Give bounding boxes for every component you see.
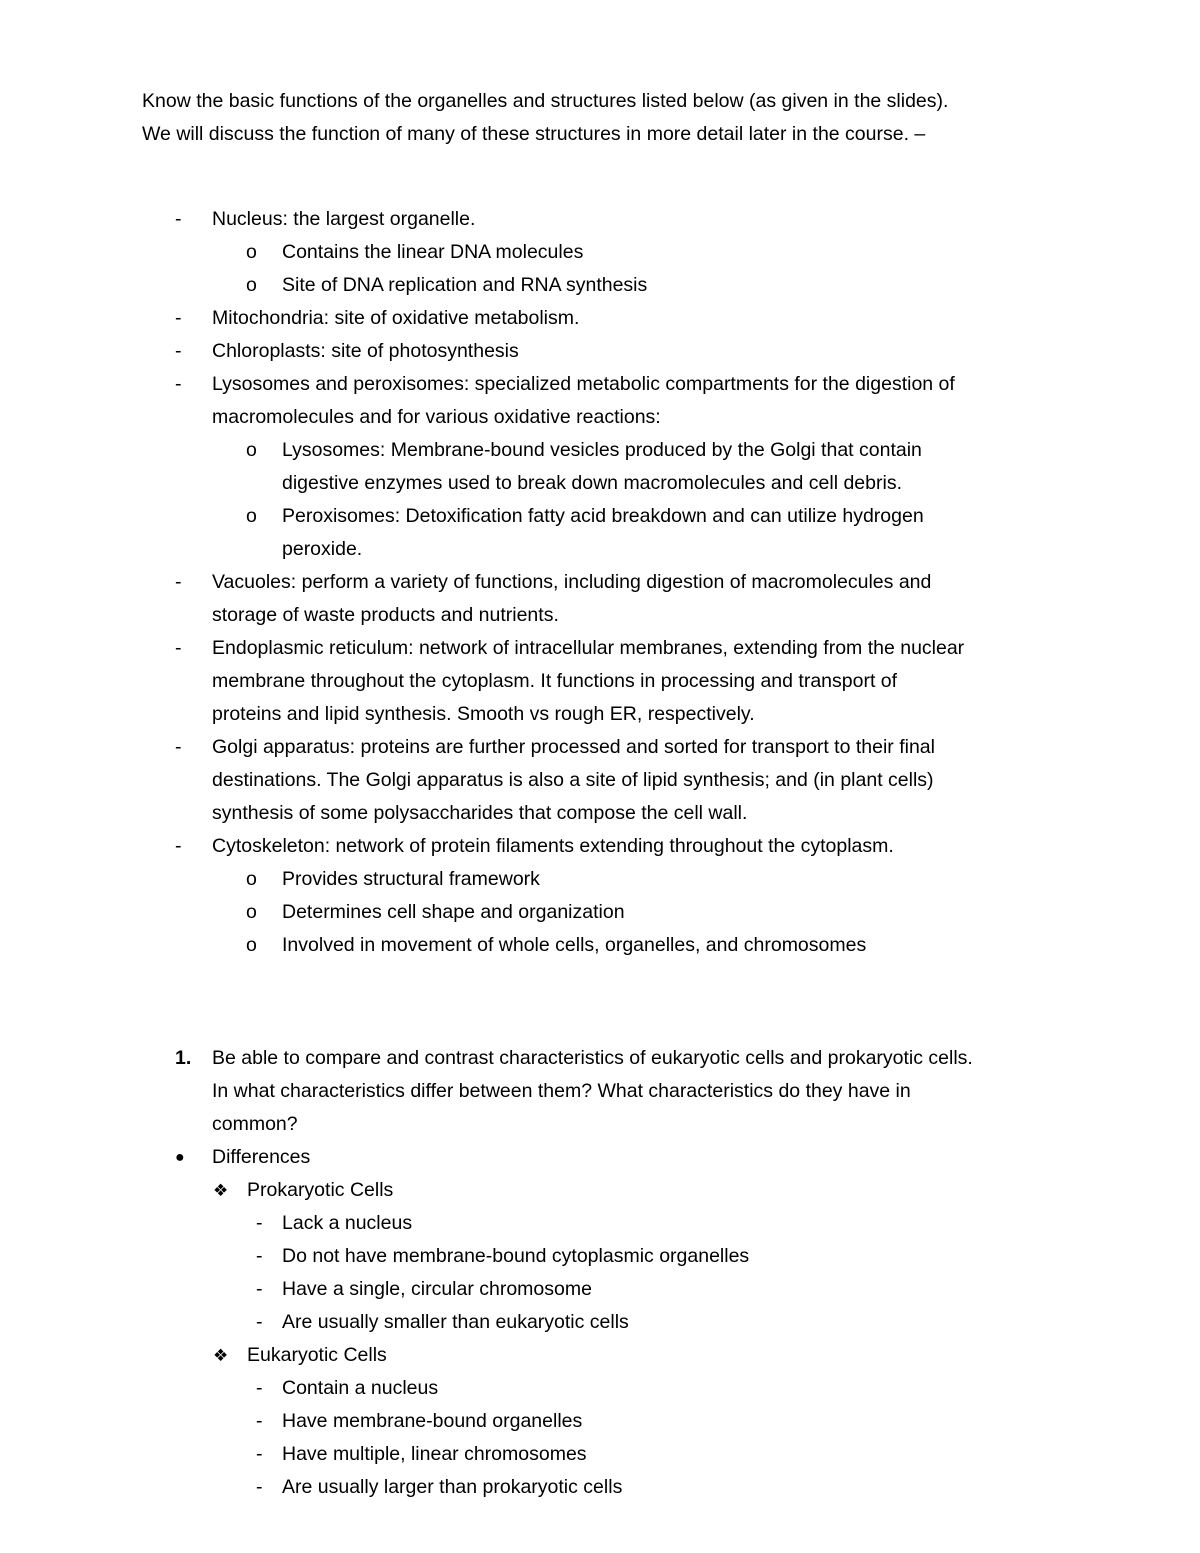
circle-marker: o <box>246 868 257 890</box>
circle-marker: o <box>246 439 257 461</box>
list-item-nucleus <box>0 203 1200 236</box>
sub-item-text: Provides structural framework <box>282 868 540 890</box>
intro-line-1: Know the basic functions of the organelles and structures listed below (as given in the slides). <box>142 90 949 112</box>
list-item-text: Have membrane-bound organelles <box>282 1410 583 1432</box>
intro-line-2: We will discuss the function of many of these structures in more detail later in the course. – <box>142 123 926 145</box>
list-item-text: destinations. The Golgi apparatus is also a site of lipid synthesis; and (in plant cells) <box>212 769 934 791</box>
circle-marker: o <box>246 934 257 956</box>
dash-marker: - <box>256 1311 263 1333</box>
list-item-golgi <box>0 731 1200 764</box>
list-item-text: Cytoskeleton: network of protein filaments extending throughout the cytoplasm. <box>212 835 894 857</box>
dash-marker: - <box>256 1410 263 1432</box>
list-item-continuation <box>0 698 1200 731</box>
diamond-marker: ❖ <box>213 1346 229 1365</box>
list-item-text: Have a single, circular chromosome <box>282 1278 592 1300</box>
sub-item-continuation <box>0 467 1200 500</box>
eukaryotic-item <box>0 1438 1200 1471</box>
list-item-cytoskeleton <box>0 830 1200 863</box>
sub-item-text: Site of DNA replication and RNA synthesis <box>282 274 648 296</box>
prokaryotic-item <box>0 1306 1200 1339</box>
sub-item-cytoskeleton-movement <box>0 929 1200 962</box>
list-item-vacuoles <box>0 566 1200 599</box>
sub-item-text: Lysosomes: Membrane-bound vesicles produced by the Golgi that contain <box>282 439 922 461</box>
question-section <box>0 1042 1200 1504</box>
list-item-text: Have multiple, linear chromosomes <box>282 1443 587 1465</box>
sub-item-cytoskeleton-shape <box>0 896 1200 929</box>
sub-item-text: digestive enzymes used to break down macromolecules and cell debris. <box>282 472 902 494</box>
list-item-text: proteins and lipid synthesis. Smooth vs rough ER, respectively. <box>212 703 755 725</box>
dash-marker: - <box>175 835 182 857</box>
list-item-text: membrane throughout the cytoplasm. It functions in processing and transport of <box>212 670 898 692</box>
intro-paragraph <box>142 85 1102 151</box>
dash-marker: - <box>256 1278 263 1300</box>
list-item-text: Golgi apparatus: proteins are further processed and sorted for transport to their final <box>212 736 935 758</box>
list-item-continuation <box>0 665 1200 698</box>
question-1 <box>0 1042 1200 1075</box>
diamond-marker: ❖ <box>213 1181 229 1200</box>
dash-marker: - <box>175 571 182 593</box>
sub-item-peroxisomes <box>0 500 1200 533</box>
list-item-continuation <box>0 599 1200 632</box>
sub-item-text: Determines cell shape and organization <box>282 901 625 923</box>
sub-item-nucleus-replication <box>0 269 1200 302</box>
list-item-text: Vacuoles: perform a variety of functions, including digestion of macromolecules and <box>212 571 932 593</box>
list-item-text: Are usually larger than prokaryotic cells <box>282 1476 623 1498</box>
list-item-text: synthesis of some polysaccharides that compose the cell wall. <box>212 802 748 824</box>
list-item-continuation <box>0 764 1200 797</box>
sub-item-lysosomes <box>0 434 1200 467</box>
list-item-text: storage of waste products and nutrients. <box>212 604 559 626</box>
bullet-marker: ● <box>175 1149 185 1166</box>
organelle-list <box>0 203 1200 962</box>
sub-item-text: Involved in movement of whole cells, organelles, and chromosomes <box>282 934 867 956</box>
list-item-text: Lysosomes and peroxisomes: specialized metabolic compartments for the digestion of <box>212 373 955 395</box>
differences-heading <box>0 1141 1200 1174</box>
eukaryotic-heading <box>0 1339 1200 1372</box>
question-text: In what characteristics differ between them? What characteristics do they have in <box>212 1080 911 1102</box>
sub-item-cytoskeleton-framework <box>0 863 1200 896</box>
question-continuation <box>0 1075 1200 1108</box>
circle-marker: o <box>246 901 257 923</box>
dash-marker: - <box>175 307 182 329</box>
circle-marker: o <box>246 505 257 527</box>
list-item-continuation <box>0 401 1200 434</box>
prokaryotic-item <box>0 1273 1200 1306</box>
list-item-text: Endoplasmic reticulum: network of intracellular membranes, extending from the nuclear <box>212 637 965 659</box>
list-item-mitochondria <box>0 302 1200 335</box>
question-text: Be able to compare and contrast characteristics of eukaryotic cells and prokaryotic cells. <box>212 1047 973 1069</box>
eukaryotic-item <box>0 1471 1200 1504</box>
list-item-text: Contain a nucleus <box>282 1377 439 1399</box>
sub-item-text: Contains the linear DNA molecules <box>282 241 584 263</box>
dash-marker: - <box>175 637 182 659</box>
eukaryotic-item <box>0 1405 1200 1438</box>
list-item-chloroplasts <box>0 335 1200 368</box>
sub-item-continuation <box>0 533 1200 566</box>
prokaryotic-item <box>0 1240 1200 1273</box>
prokaryotic-item <box>0 1207 1200 1240</box>
prokaryotic-heading <box>0 1174 1200 1207</box>
list-item-endoplasmic-reticulum <box>0 632 1200 665</box>
dash-marker: - <box>256 1443 263 1465</box>
circle-marker: o <box>246 241 257 263</box>
sub-item-text: peroxide. <box>282 538 363 560</box>
dash-marker: - <box>256 1212 263 1234</box>
dash-marker: - <box>175 736 182 758</box>
dash-marker: - <box>256 1245 263 1267</box>
list-item-text: Chloroplasts: site of photosynthesis <box>212 340 519 362</box>
eukaryotic-item <box>0 1372 1200 1405</box>
circle-marker: o <box>246 274 257 296</box>
dash-marker: - <box>175 208 182 230</box>
sub-item-nucleus-dna <box>0 236 1200 269</box>
eukaryotic-heading-text: Eukaryotic Cells <box>247 1344 387 1366</box>
list-item-text: Are usually smaller than eukaryotic cells <box>282 1311 629 1333</box>
list-item-continuation <box>0 797 1200 830</box>
differences-text: Differences <box>212 1146 311 1168</box>
dash-marker: - <box>175 373 182 395</box>
list-item-text: macromolecules and for various oxidative reactions: <box>212 406 661 428</box>
dash-marker: - <box>256 1377 263 1399</box>
list-item-text: Do not have membrane-bound cytoplasmic organelles <box>282 1245 750 1267</box>
dash-marker: - <box>256 1476 263 1498</box>
question-continuation <box>0 1108 1200 1141</box>
prokaryotic-heading-text: Prokaryotic Cells <box>247 1179 394 1201</box>
list-item-text: Nucleus: the largest organelle. <box>212 208 476 230</box>
sub-item-text: Peroxisomes: Detoxification fatty acid breakdown and can utilize hydrogen <box>282 505 924 527</box>
number-marker: 1. <box>175 1047 192 1069</box>
dash-marker: - <box>175 340 182 362</box>
question-text: common? <box>212 1113 298 1135</box>
list-item-text: Lack a nucleus <box>282 1212 413 1234</box>
list-item-lysosomes-peroxisomes <box>0 368 1200 401</box>
list-item-text: Mitochondria: site of oxidative metabolism. <box>212 307 580 329</box>
